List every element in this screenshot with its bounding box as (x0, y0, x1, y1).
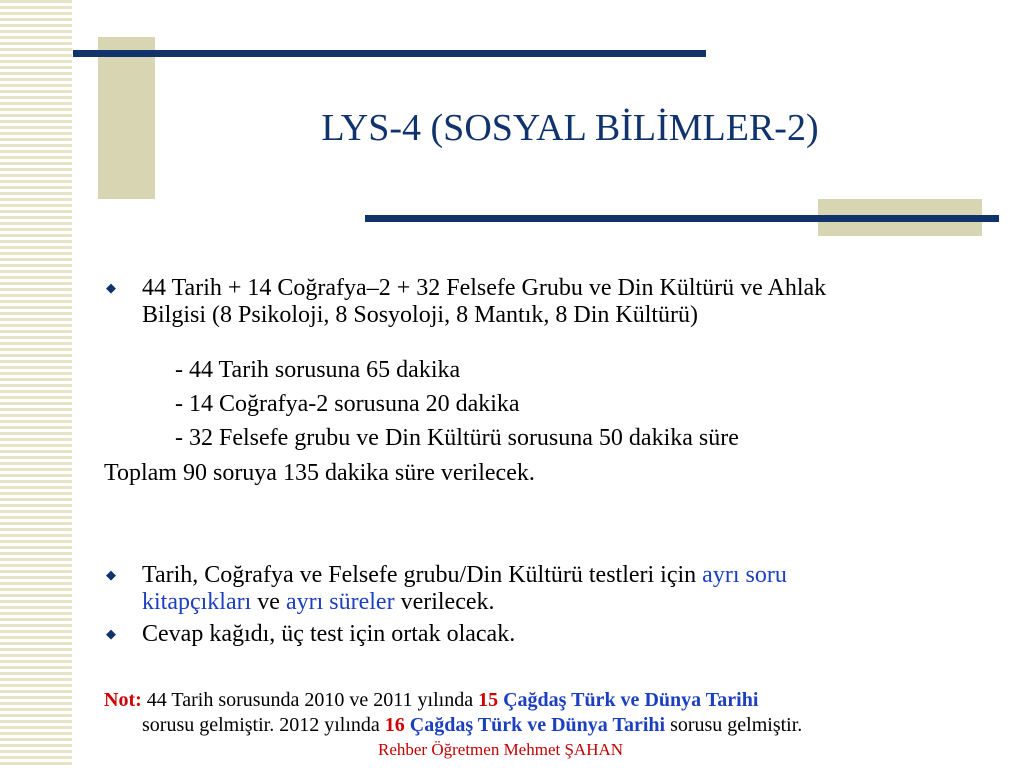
decorative-navy-line-right (365, 215, 999, 222)
sub-item-tarih: - 44 Tarih sorusuna 65 dakika (175, 357, 461, 383)
bullet-1-line-2: Bilgisi (8 Psikoloji, 8 Sosyoloji, 8 Mantık, 8 Din Kültürü) (142, 302, 699, 328)
bullet-2-highlight-ayri-soru: ayrı soru (702, 562, 787, 588)
bullet-2-highlight-kitapciklari: kitapçıkları (142, 589, 252, 615)
note-text-2: sorusu gelmiştir. 2012 yılında (142, 714, 385, 736)
note-subject-1: Çağdaş Türk ve Dünya Tarihi (498, 689, 759, 711)
bullet-2-text-part1: Tarih, Coğrafya ve Felsefe grubu/Din Kültürü testleri için (142, 562, 703, 588)
note-text-3: sorusu gelmiştir. (665, 714, 803, 736)
bullet-2-text-part3: verilecek. (394, 589, 495, 615)
bullet-2-highlight-ayri-sureler: ayrı süreler (285, 589, 395, 615)
sub-item-cografya: - 14 Coğrafya-2 sorusuna 20 dakika (175, 391, 520, 417)
bullet-2-line-1 (142, 562, 787, 589)
note-label: Not: (104, 689, 142, 711)
note-text-1: 44 Tarih sorusunda 2010 ve 2011 yılında (141, 689, 479, 711)
note-number-15: 15 (478, 689, 499, 711)
decorative-navy-line-top (73, 50, 706, 57)
bullet-3: Cevap kağıdı, üç test için ortak olacak. (142, 621, 516, 647)
decorative-stripes (0, 0, 72, 768)
bullet-2-line-2 (142, 589, 495, 616)
bullet-1-line-1: 44 Tarih + 14 Coğrafya–2 + 32 Felsefe Grubu ve Din Kültürü ve Ahlak (142, 275, 827, 301)
slide-title: LYS-4 (SOSYAL BİLİMLER-2) (321, 107, 819, 149)
sub-item-felsefe: - 32 Felsefe grubu ve Din Kültürü sorusuna 50 dakika süre (175, 425, 739, 451)
decorative-tan-block-top (98, 37, 155, 199)
diamond-bullet-icon: ◆ (106, 568, 116, 583)
note-subject-2: Çağdaş Türk ve Dünya Tarihi (404, 714, 666, 736)
total-line: Toplam 90 soruya 135 dakika süre verilecek. (104, 460, 535, 486)
footer-author: Rehber Öğretmen Mehmet ŞAHAN (378, 740, 624, 759)
diamond-bullet-icon: ◆ (106, 281, 116, 296)
diamond-bullet-icon: ◆ (106, 627, 116, 642)
note-number-16: 16 (384, 714, 405, 736)
note-line-1 (104, 688, 758, 712)
note-line-2 (142, 713, 802, 737)
bullet-2-text-part2: ve (251, 589, 286, 615)
